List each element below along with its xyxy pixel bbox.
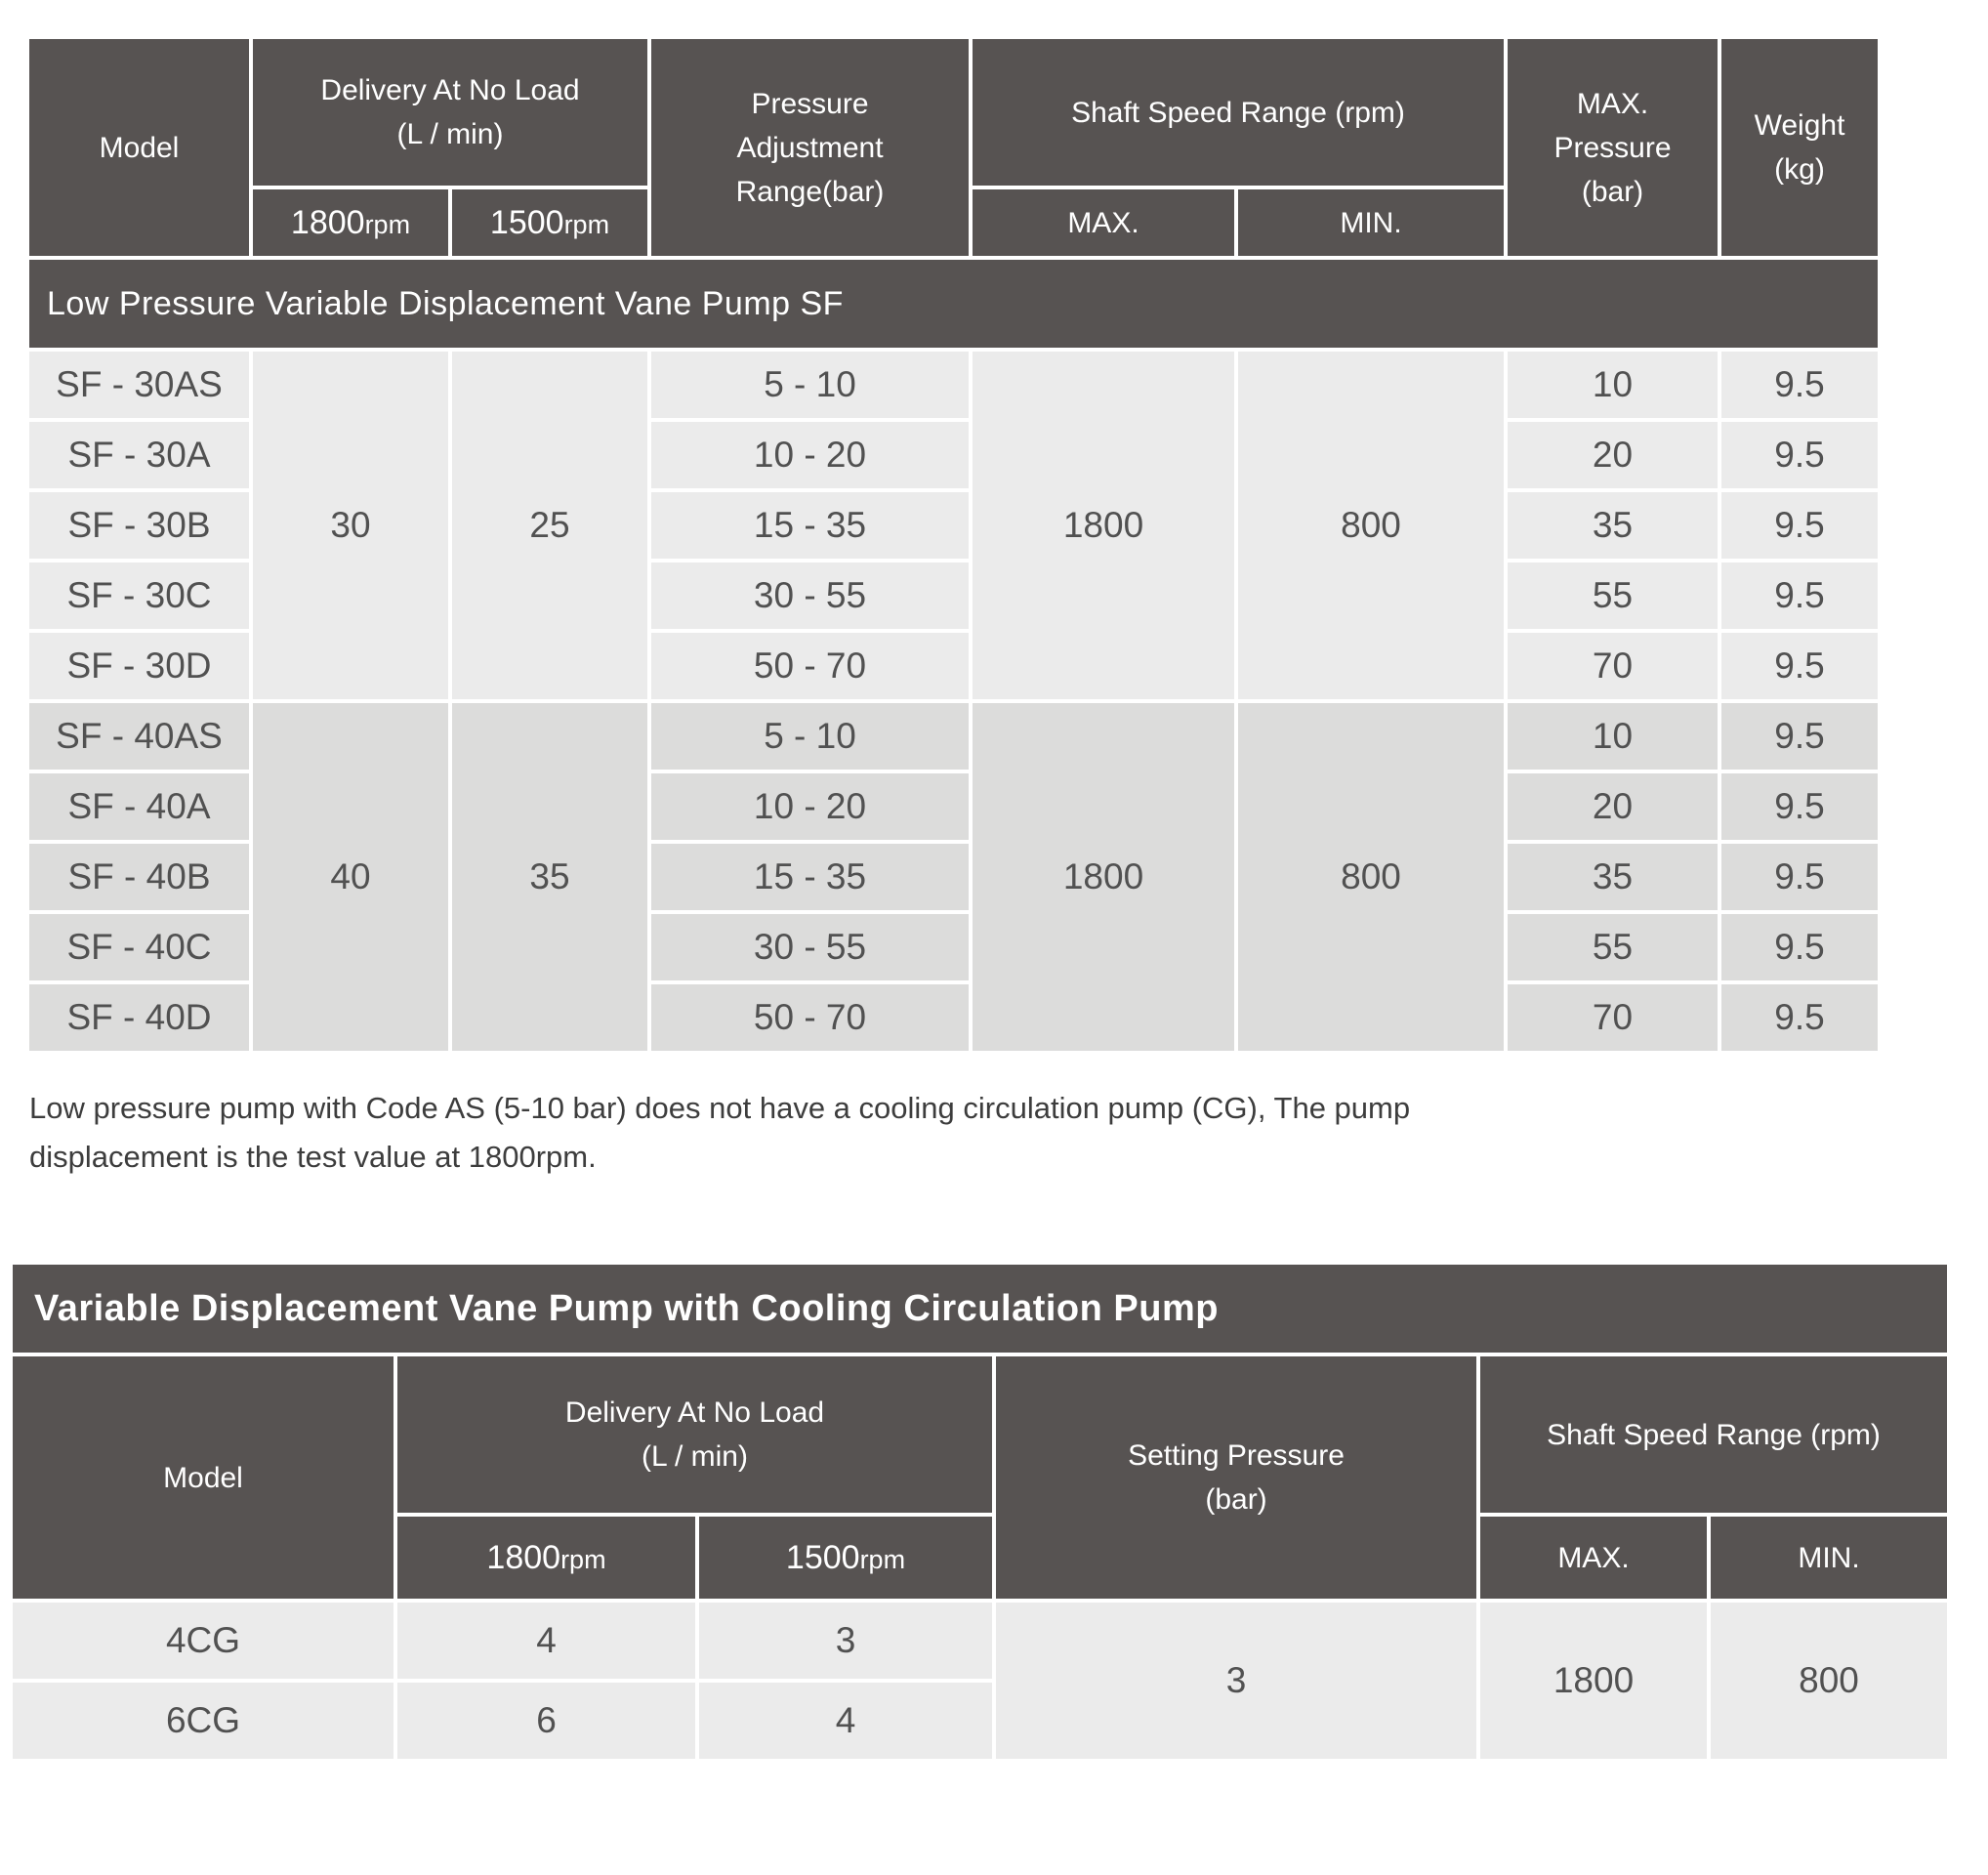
max-pressure-cell: 55 xyxy=(1508,562,1718,629)
weight-cell: 9.5 xyxy=(1721,773,1878,840)
model-cell: SF - 40D xyxy=(29,984,249,1051)
weight-cell: 9.5 xyxy=(1721,844,1878,910)
delivery-column-header xyxy=(397,1356,992,1513)
setting-pressure-unit: (bar) xyxy=(1205,1483,1267,1517)
setting-pressure-column-header xyxy=(996,1356,1476,1599)
shaft-speed-column-header: Shaft Speed Range (rpm) xyxy=(1480,1356,1947,1513)
pressure-range-cell: 5 - 10 xyxy=(651,703,969,770)
rpm-unit: rpm xyxy=(560,1544,606,1574)
table-row xyxy=(13,1603,1947,1679)
max-pressure-cell: 70 xyxy=(1508,633,1718,699)
weight-cell: 9.5 xyxy=(1721,984,1878,1051)
model-column-header: Model xyxy=(29,39,249,256)
pressure-range-cell: 30 - 55 xyxy=(651,914,969,980)
shaft-min-merged-cell: 800 xyxy=(1238,703,1504,1051)
delivery-1500-cell: 4 xyxy=(699,1683,992,1759)
rpm-1500-value: 1500 xyxy=(785,1538,860,1576)
max-pressure-cell: 55 xyxy=(1508,914,1718,980)
setting-pressure-label: Setting Pressure xyxy=(1128,1439,1345,1473)
footnote xyxy=(29,1084,1494,1181)
max-pressure-label: MAX. Pressure (bar) xyxy=(1553,87,1672,208)
weight-cell: 9.5 xyxy=(1721,422,1878,488)
model-cell: SF - 40AS xyxy=(29,703,249,770)
pressure-range-cell: 50 - 70 xyxy=(651,633,969,699)
weight-label: Weight (kg) xyxy=(1754,109,1845,186)
weight-cell: 9.5 xyxy=(1721,914,1878,980)
rpm-unit: rpm xyxy=(859,1544,906,1574)
pressure-adjustment-column-header xyxy=(651,39,969,256)
shaft-max-merged-cell: 1800 xyxy=(973,703,1234,1051)
weight-cell: 9.5 xyxy=(1721,703,1878,770)
model-cell: 6CG xyxy=(13,1683,393,1759)
model-cell: SF - 30D xyxy=(29,633,249,699)
shaft-min-merged-cell: 800 xyxy=(1711,1603,1947,1759)
delivery-1800-merged-cell: 30 xyxy=(253,352,448,699)
shaft-speed-column-header: Shaft Speed Range (rpm) xyxy=(973,39,1504,186)
pressure-range-cell: 10 - 20 xyxy=(651,773,969,840)
weight-column-header xyxy=(1721,39,1878,256)
shaft-max-merged-cell: 1800 xyxy=(1480,1603,1707,1759)
delivery-1500-cell: 3 xyxy=(699,1603,992,1679)
max-pressure-cell: 10 xyxy=(1508,703,1718,770)
pressure-range-cell: 30 - 55 xyxy=(651,562,969,629)
delivery-1500-merged-cell: 35 xyxy=(452,703,647,1051)
shaft-max-subheader: MAX. xyxy=(973,189,1234,256)
delivery-title: Delivery At No Load xyxy=(564,1396,825,1430)
pressure-range-cell: 10 - 20 xyxy=(651,422,969,488)
low-pressure-pump-spec-table xyxy=(25,35,1882,1055)
section-title-band: Low Pressure Variable Displacement Vane Pump SF xyxy=(29,260,1878,348)
model-cell: SF - 40B xyxy=(29,844,249,910)
rpm-1500-value: 1500 xyxy=(489,203,564,241)
cooling-circulation-pump-spec-table xyxy=(9,1261,1951,1763)
rpm-unit: rpm xyxy=(563,209,610,239)
delivery-1800-merged-cell: 40 xyxy=(253,703,448,1051)
setting-pressure-merged-cell: 3 xyxy=(996,1603,1476,1759)
delivery-unit: (L / min) xyxy=(396,118,504,150)
pressure-range-cell: 5 - 10 xyxy=(651,352,969,418)
model-cell: 4CG xyxy=(13,1603,393,1679)
footnote-line-2: displacement is the test value at 1800rpm. xyxy=(29,1139,597,1174)
delivery-1500-merged-cell: 25 xyxy=(452,352,647,699)
max-pressure-cell: 10 xyxy=(1508,352,1718,418)
rpm-1800-value: 1800 xyxy=(486,1538,561,1576)
max-pressure-cell: 70 xyxy=(1508,984,1718,1051)
shaft-max-merged-cell: 1800 xyxy=(973,352,1234,699)
model-cell: SF - 30C xyxy=(29,562,249,629)
delivery-title: Delivery At No Load xyxy=(320,74,580,106)
shaft-max-subheader: MAX. xyxy=(1480,1517,1707,1599)
table-row xyxy=(29,352,1878,418)
pressure-range-cell: 50 - 70 xyxy=(651,984,969,1051)
model-cell: SF - 40C xyxy=(29,914,249,980)
rpm-1800-subheader xyxy=(253,189,448,256)
weight-cell: 9.5 xyxy=(1721,352,1878,418)
rpm-1500-subheader xyxy=(452,189,647,256)
max-pressure-cell: 35 xyxy=(1508,492,1718,559)
max-pressure-cell: 20 xyxy=(1508,773,1718,840)
delivery-unit: (L / min) xyxy=(642,1440,748,1474)
rpm-1500-subheader xyxy=(699,1517,992,1599)
model-cell: SF - 30B xyxy=(29,492,249,559)
delivery-1800-cell: 4 xyxy=(397,1603,695,1679)
max-pressure-cell: 20 xyxy=(1508,422,1718,488)
weight-cell: 9.5 xyxy=(1721,562,1878,629)
pressure-adjustment-label: Pressure Adjustment Range(bar) xyxy=(735,87,885,208)
pressure-range-cell: 15 - 35 xyxy=(651,844,969,910)
max-pressure-column-header xyxy=(1508,39,1718,256)
shaft-min-subheader: MIN. xyxy=(1238,189,1504,256)
model-cell: SF - 40A xyxy=(29,773,249,840)
delivery-1800-cell: 6 xyxy=(397,1683,695,1759)
pressure-range-cell: 15 - 35 xyxy=(651,492,969,559)
rpm-unit: rpm xyxy=(364,209,411,239)
footnote-line-1: Low pressure pump with Code AS (5-10 bar) does not have a cooling circulation pump (CG), The pump xyxy=(29,1091,1411,1125)
shaft-min-merged-cell: 800 xyxy=(1238,352,1504,699)
delivery-column-header xyxy=(253,39,647,186)
weight-cell: 9.5 xyxy=(1721,492,1878,559)
model-cell: SF - 30A xyxy=(29,422,249,488)
max-pressure-cell: 35 xyxy=(1508,844,1718,910)
model-cell: SF - 30AS xyxy=(29,352,249,418)
rpm-1800-value: 1800 xyxy=(290,203,365,241)
shaft-min-subheader: MIN. xyxy=(1711,1517,1947,1599)
weight-cell: 9.5 xyxy=(1721,633,1878,699)
model-column-header: Model xyxy=(13,1356,393,1599)
table-row xyxy=(29,703,1878,770)
table2-title-band: Variable Displacement Vane Pump with Cooling Circulation Pump xyxy=(13,1265,1947,1353)
rpm-1800-subheader xyxy=(397,1517,695,1599)
